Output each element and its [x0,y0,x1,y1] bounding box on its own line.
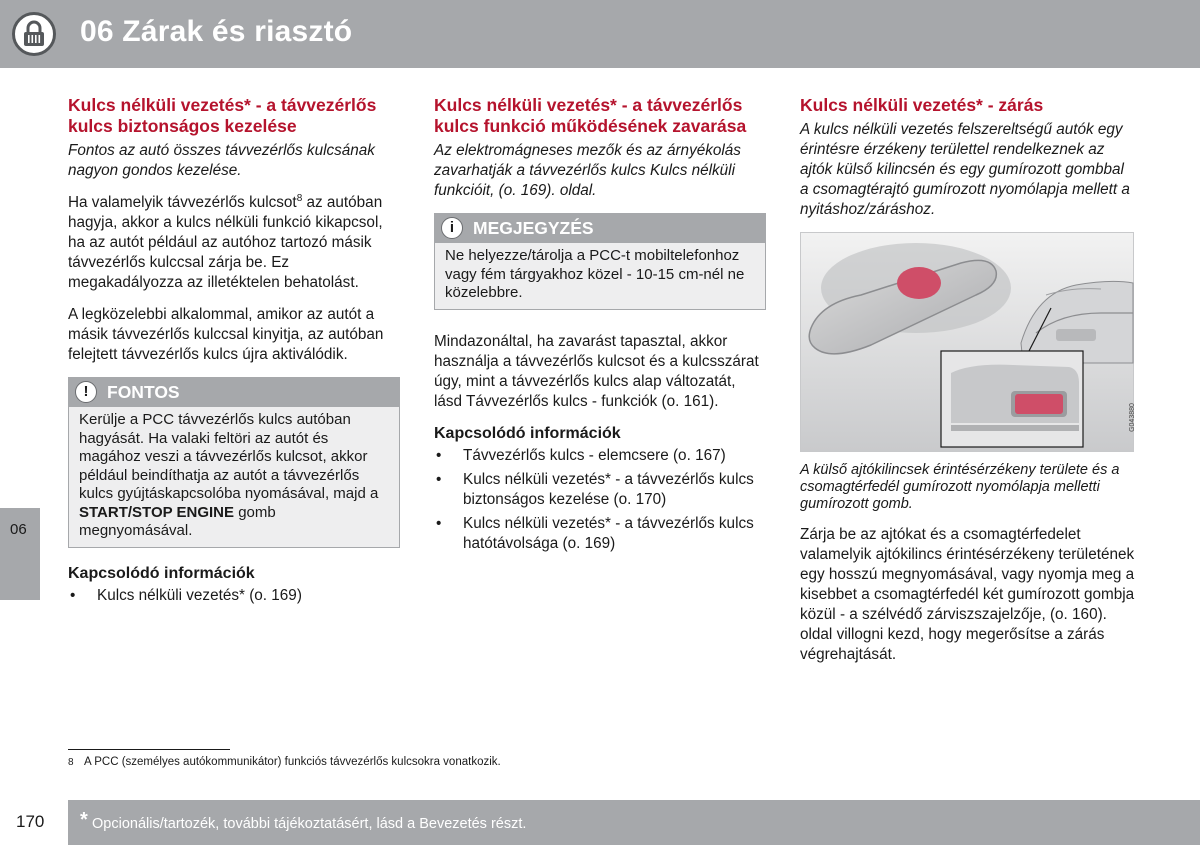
footnote-rule [68,749,230,750]
chapter-tab-label: 06 [10,521,27,538]
paragraph: Mindazonáltal, ha zavarást tapasztal, akkor használja a távvezérlős kulcsot és a kulcsszárat úgy, mint a távvezérlős kulcs alap változatát, lásd Távvezérlős kulcs - funkciók (o. 161). [434,332,759,410]
footer-note: Opcionális/tartozék, további tájékoztatásért, lásd a Bevezetés részt. [92,816,527,832]
chapter-title: 06 Zárak és riasztó [80,15,353,48]
note-box-body: Ne helyezze/tárolja a PCC-t mobiltelefonhoz vagy fém tárgyakhoz közel - 10-15 cm-nél ne közelebbre. [435,243,765,309]
paragraph: Ha valamelyik távvezérlős kulcsot$^8$ az autóban hagyja, akkor a kulcs nélküli funkció kikapcsol, ha az autót például az autóhoz tartozó másik távvezérlős kulccsal zárja be. Ez megakadályozza az illetéktelen behatolást. [68,192,383,291]
footnote [68,755,501,770]
tailgate-button [1015,394,1063,414]
footnote-text: A PCC (személyes autókommunikátor) funkciós távvezérlős kulcsokra vonatkozik. [84,756,501,768]
section-heading: Kulcs nélküli vezetés* - a távvezérlős kulcs funkció működésének zavarása [434,95,747,136]
related-info-item[interactable]: • Kulcs nélküli vezetés* - a távvezérlős kulcs hatótávolsága (o. 169) [436,514,754,552]
lock-icon [12,12,56,56]
info-icon: i [441,217,463,239]
important-box-header [69,378,399,407]
start-stop-engine-label: START/STOP ENGINE [79,503,235,521]
related-info-item[interactable]: • Távvezérlős kulcs - elemcsere (o. 167) [436,446,726,464]
figure-caption: A külső ajtókilincsek érintésérzékeny területe és a csomagtérfedél gumírozott nyomólapja melletti gumírozott gomb. [800,462,1120,512]
important-box [68,377,400,548]
footer-bar [68,800,1200,845]
important-box-title: FONTOS [107,382,180,402]
related-info-item[interactable]: • Kulcs nélküli vezetés* (o. 169) [70,586,302,604]
related-info-list [68,586,400,606]
section-lead: A kulcs nélküli vezetés felszereltségű autók egy érintésre érzékeny területtel rendelkeznek az ajtók külső kilincsén és egy gumírozott gombbal a csomagtérajtó gumírozott nyomólapja mellett a nyitáshoz/záráshoz. [800,121,1130,218]
related-info-heading: Kapcsolódó információk [434,424,621,442]
important-box-body: Kerülje a PCC távvezérlős kulcs autóban hagyását. Ha valaki feltöri az autót és magához veszi a távvezérlős kulcsot, akkor például beindíthatja az autót a távvezérlős kulcs gyújtáskapcsolóba nyomásával, majd a START/STOP ENGINE gomb megnyomásával. [69,407,399,547]
column-keyless-interference [434,95,766,558]
footnote-ref[interactable]: 8 [296,192,303,204]
column-keyless-locking [800,95,1136,677]
optional-star: * [80,809,88,831]
section-lead: Fontos az autó összes távvezérlős kulcsának nagyon gondos kezelése. [68,142,375,179]
section-heading: Kulcs nélküli vezetés* - zárás [800,95,1044,115]
note-box-title: MEGJEGYZÉS [473,218,594,238]
related-info-item[interactable]: • Kulcs nélküli vezetés* - a távvezérlős kulcs biztonságos kezelése (o. 170) [436,470,754,508]
chapter-header [0,0,1200,68]
note-box-header [435,214,765,243]
column-keyless-safe-handling [68,95,400,610]
note-box [434,213,766,310]
paragraph: Zárja be az ajtókat és a csomagtérfedelet valamelyik ajtókilincs érintésérzékeny területének egy hosszú megnyomásával, vagy nyomja meg a kisebbet a csomagtérfedél két gumírozott gombja közül - a szélvédő zárviszszajelzője, (o. 160). oldal villogni kezd, hogy megerősítse a zárás végrehajtását. [800,526,1135,663]
footnote-number: 8 [68,757,74,768]
related-info-list [434,446,766,554]
exclamation-icon: ! [75,381,97,403]
paragraph: A legközelebbi alkalommal, amikor az autót a másik távvezérlős kulccsal kinyitja, az autóban felejtett távvezérlős kulcs újra aktiválódik. [68,306,384,363]
touch-sensor-area [897,267,941,299]
related-info-heading: Kapcsolódó információk [68,564,255,582]
door-handle-illustration [800,232,1137,452]
page-number: 170 [16,812,45,831]
figure-code: G043880 [1129,403,1137,432]
section-heading: Kulcs nélküli vezetés* - a távvezérlős kulcs biztonságos kezelése [68,95,377,136]
chapter-tab [0,508,40,600]
section-lead: Az elektromágneses mezők és az árnyékolás zavarhatják a távvezérlős kulcs Kulcs nélküli funkcióit, (o. 169). oldal. [434,142,741,199]
